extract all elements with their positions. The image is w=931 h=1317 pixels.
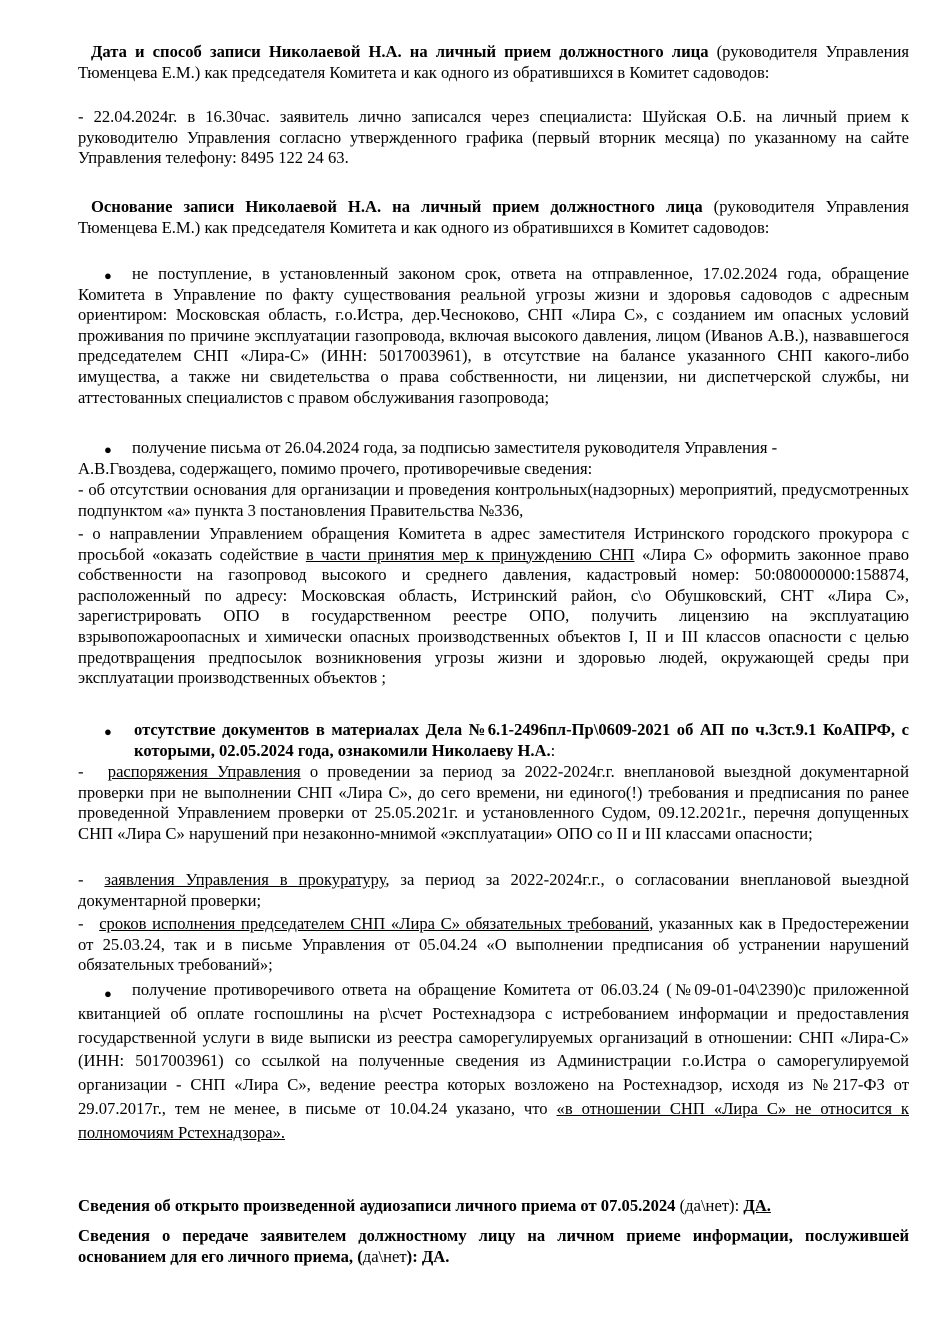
- dash-prefix: -: [78, 914, 90, 933]
- bullet-no-response: не поступление, в установленный законом срок, ответа на отправленное, 17.02.2024 года, обращение Комитета в Управление по факту существования реальной угрозы жизни и здоровья садоводов с адресным ориентиром: Московская область, г.о.Истра, дер.Чесноково, СНП «Лира С», с созданием им опасных условий проживания по причине эксплуатации газопровода, включая высокого давления, лицом (Иванов А.В.), назвавшегося председателем СНП «Лира-С» (ИНН: 5017003961), в отсутствие на балансе указанного СНП какого-либо имущества, а также ни свидетельства о права собственности, ни лицензии, ни диспетчерской службы, ни аттестованных специалистов с правом обслуживания газопровода;: [78, 264, 909, 407]
- dash-prosecutor-applications-underlined: заявления Управления в прокуратуру: [104, 870, 386, 889]
- dash-referral-text-1: - о направлении Управлением обращения Комитета в адрес заместителя Истринского городского прокурора с просьбой «оказать содействие: [78, 524, 909, 564]
- audio-recording-value: ДА.: [743, 1196, 771, 1215]
- information-transfer-paragraph: [78, 1226, 909, 1267]
- dash-inspection-orders-underlined: распоряжения Управления: [107, 762, 301, 781]
- bullet-missing-documents: [134, 720, 909, 761]
- bullet-letter-received-text: получение письма от 26.04.2024 года, за подписью заместителя руководителя Управления -: [132, 438, 778, 457]
- dash-referral-to-prosecutor: [78, 524, 909, 689]
- appointment-date-heading-rest: (руководителя Управления Тюменцева Е.М.) как председателя Комитета и как одного из обратившихся в Комитет садоводов:: [78, 42, 909, 82]
- dash-deadlines-underlined: сроков исполнения председателем СНП «Лира С» обязательных требований: [99, 914, 650, 933]
- dash-inspection-orders-text: о проведении за период за 2022-2024г.г. внеплановой выездной документарной проверки при не выполнении СНП «Лира С», до сего времени, ни единого(!) требования и предписания по ранее проведенной Управлением проверки от 25.05.2021г. и установленного Судом, 09.12.2021г., перечня допущенных СНП «Лира С» нарушений при незаконно-мнимой «эксплуатации» ОПО со II и III классами опасности;: [78, 762, 909, 843]
- bullet-letter-received-text-2: А.В.Гвоздева, содержащего, помимо прочего, противоречивые сведения:: [78, 458, 593, 478]
- appointment-date-item: - 22.04.2024г. в 16.30час. заявитель лично записался через специалиста: Шуйская О.Б. на личный прием к руководителю Управления согласно утвержденного графика (первый вторник месяца) по указанному на сайте Управления телефону: 8495 122 24 63.: [78, 107, 909, 168]
- dash-no-grounds: - об отсутствии основания для организации и проведения контрольных(надзорных) мероприятий, предусмотренных подпунктом «а» пункта 3 постановления Правительства №336,: [78, 480, 909, 520]
- bullet-marker: ●: [104, 442, 112, 457]
- appointment-date-paragraph: [78, 42, 909, 83]
- bullet-contradictory-answer: [78, 978, 909, 1145]
- audio-recording-paragraph: [78, 1196, 909, 1217]
- bullet-missing-documents-colon: :: [550, 740, 556, 760]
- bullet-marker: ●: [104, 986, 112, 1001]
- dash-deadlines: [78, 914, 909, 976]
- dash-prefix: -: [78, 762, 93, 781]
- bullet-marker: ●: [104, 724, 112, 739]
- bullet-letter-received: [78, 438, 909, 479]
- dash-referral-underlined: в части принятия мер к принуждению СНП: [305, 544, 635, 564]
- dash-prosecutor-applications-text: , за период за 2022-2024г.г., о согласовании внеплановой выездной документарной проверки;: [78, 870, 909, 910]
- appointment-date-heading: Дата и способ записи Николаевой Н.А. на личный прием должностного лица: [91, 42, 709, 61]
- dash-deadlines-text: , указанных как в Предостережении от 25.03.24, так и в письме Управления от 05.04.24 «О выполнении предписания об устранении нарушений обязательных требований»;: [78, 914, 909, 975]
- dash-inspection-orders: [78, 762, 909, 844]
- bullet-missing-documents-text: отсутствие документов в материалах Дела №6.1-2496пл-Пр\0609-2021 об АП по ч.3ст.9.1 КоАПРФ, с которыми, 02.05.2024 года, ознакомили Николаеву Н.А.: [134, 720, 909, 760]
- appointment-basis-heading-rest: (руководителя Управления Тюменцева Е.М.) как председателя Комитета и как одного из обратившихся в Комитет садоводов:: [78, 197, 909, 237]
- audio-recording-label: Сведения об открыто произведенной аудиозаписи личного приема от 07.05.2024: [78, 1196, 676, 1215]
- dash-prosecutor-applications: [78, 870, 909, 911]
- appointment-basis-heading: Основание записи Николаевой Н.А. на личный прием должностного лица: [91, 197, 703, 216]
- dash-referral-text-2: «Лира С» оформить законное право собственности на газопровод высокого и среднего давления, кадастровый номер: 50:080000000:158874, расположенный по адресу: Московская область, Истринский район, с\о Обушковский, СНТ «Лира С», зарегистрировать ОПО в государственном реестре ОПО, получить лицензию на эксплуатацию взрывопожароопасных и химически опасных производственных объектов I, II и III классов опасности с целью предотвращения предпосылок возникновения угрозы жизни и здоровью людей, окружающей среды при эксплуатации производственных объектов ;: [78, 544, 909, 688]
- bullet-contradictory-answer-text: получение противоречивого ответа на обращение Комитета от 06.03.24 (№09-01-04\2390)с приложенной квитанцией об оплате госпошлины на р\счет Ростехнадзора с истребованием информации и предоставления государственной услуги в виде выписки из реестра саморегулируемых организаций в отношении: СНП «Лира-С» (ИНН: 5017003961) со ссылкой на полученные сведения из Администрации г.о.Истра о саморегулируемой организации - СНП «Лира С», ведение реестра которых возложено на Ростехнадзор, исходя из №217-ФЗ от 29.07.2017г., тем не менее, в письме от 10.04.24 указано, что: [78, 980, 909, 1118]
- audio-recording-options: (да\нет):: [675, 1196, 744, 1215]
- information-transfer-label: Сведения о передаче заявителем должностному лицу на личном приеме информации, послужившей основанием для его личного приема, (: [78, 1226, 909, 1266]
- appointment-basis-paragraph: [78, 197, 909, 238]
- bullet-marker: ●: [104, 268, 112, 283]
- bullet-contradictory-answer-underlined: «в отношении СНП «Лира С» не относится к полномочиям Рстехнадзора».: [78, 1098, 909, 1142]
- information-transfer-value: ): ДА.: [406, 1246, 450, 1266]
- information-transfer-options: да\нет: [362, 1246, 407, 1266]
- dash-prefix: -: [78, 870, 95, 889]
